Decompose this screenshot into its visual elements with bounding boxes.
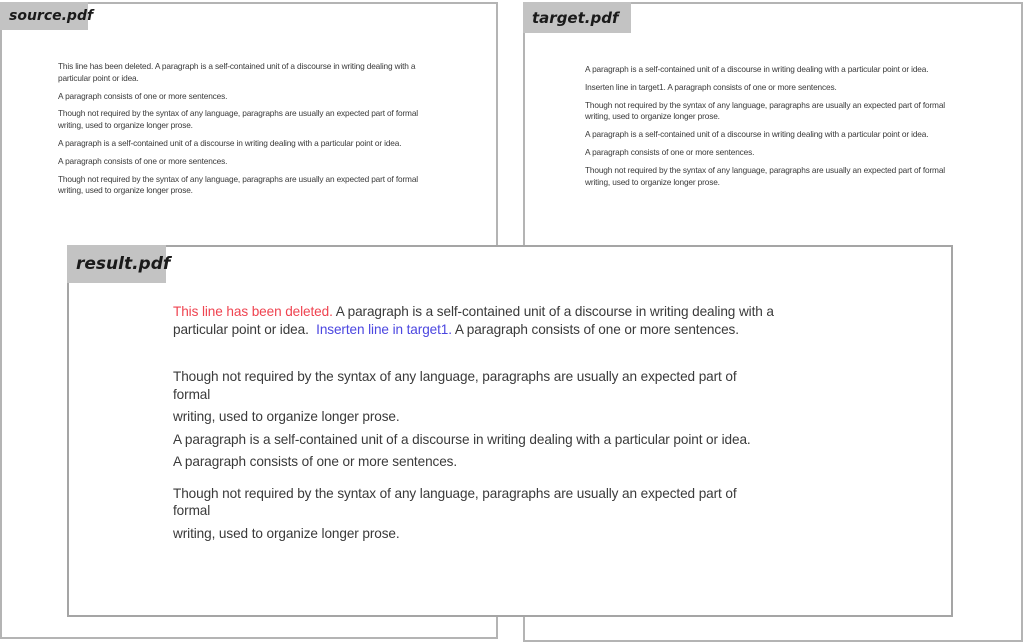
intro-line2-rest: A paragraph consists of one or more sentences. <box>451 321 739 337</box>
source-paragraph-5: A paragraph consists of one or more sentences. <box>58 155 228 166</box>
deleted-text: This line has been deleted. <box>173 304 333 319</box>
source-paragraph-1: This line has been deleted. A paragraph is a self-contained unit of a discourse in writing dealing with a particular point or idea. <box>58 61 416 83</box>
source-paragraph-6: Though not required by the syntax of any language, paragraphs are usually an expected part of formal writing, used to organize longer prose. <box>58 173 418 196</box>
target-paragraph-5: A paragraph consists of one or more sentences. <box>585 146 755 157</box>
target-paragraph-1: A paragraph is a self-contained unit of a discourse in writing dealing with a particular point or idea. <box>585 64 929 74</box>
target-pdf-label: target.pdf <box>523 2 631 33</box>
result-pdf-panel <box>67 245 953 617</box>
result-paragraph-4: A paragraph consists of one or more sentences. <box>173 454 458 469</box>
source-pdf-label: source.pdf <box>0 2 88 30</box>
intro-line1-rest: A paragraph is a self-contained unit of a discourse in writing dealing with a <box>332 304 774 319</box>
target-pdf-content <box>585 64 995 194</box>
source-paragraph-3: Though not required by the syntax of any language, paragraphs are usually an expected part of formal writing, used to organize longer prose. <box>58 108 418 131</box>
result-paragraph-2: writing, used to organize longer prose. <box>173 409 400 424</box>
source-pdf-content <box>58 61 468 203</box>
inserted-text: Inserten line in target1. <box>316 321 452 337</box>
target-paragraph-3: Though not required by the syntax of any language, paragraphs are usually an expected part of formal writing, used to organize longer prose. <box>585 99 945 122</box>
result-intro-paragraph <box>173 303 907 338</box>
result-paragraph-5: Though not required by the syntax of any language, paragraphs are usually an expected part of formal <box>173 485 737 518</box>
source-paragraph-4: A paragraph is a self-contained unit of a discourse in writing dealing with a particular point or idea. <box>58 137 402 148</box>
result-pdf-content <box>173 303 907 547</box>
target-paragraph-2: Inserten line in target1. A paragraph consists of one or more sentences. <box>585 81 837 92</box>
intro-line2-start: particular point or idea. <box>173 321 317 337</box>
result-pdf-label: result.pdf <box>67 245 166 283</box>
result-paragraph-1: Though not required by the syntax of any language, paragraphs are usually an expected part of formal <box>173 369 737 402</box>
result-paragraph-6: writing, used to organize longer prose. <box>173 525 400 541</box>
target-paragraph-6: Though not required by the syntax of any language, paragraphs are usually an expected part of formal writing, used to organize longer prose. <box>585 164 945 187</box>
target-paragraph-4: A paragraph is a self-contained unit of a discourse in writing dealing with a particular point or idea. <box>585 129 929 140</box>
source-paragraph-2: A paragraph consists of one or more sentences. <box>58 90 228 101</box>
result-paragraph-3: A paragraph is a self-contained unit of a discourse in writing dealing with a particular point or idea. <box>173 431 751 447</box>
